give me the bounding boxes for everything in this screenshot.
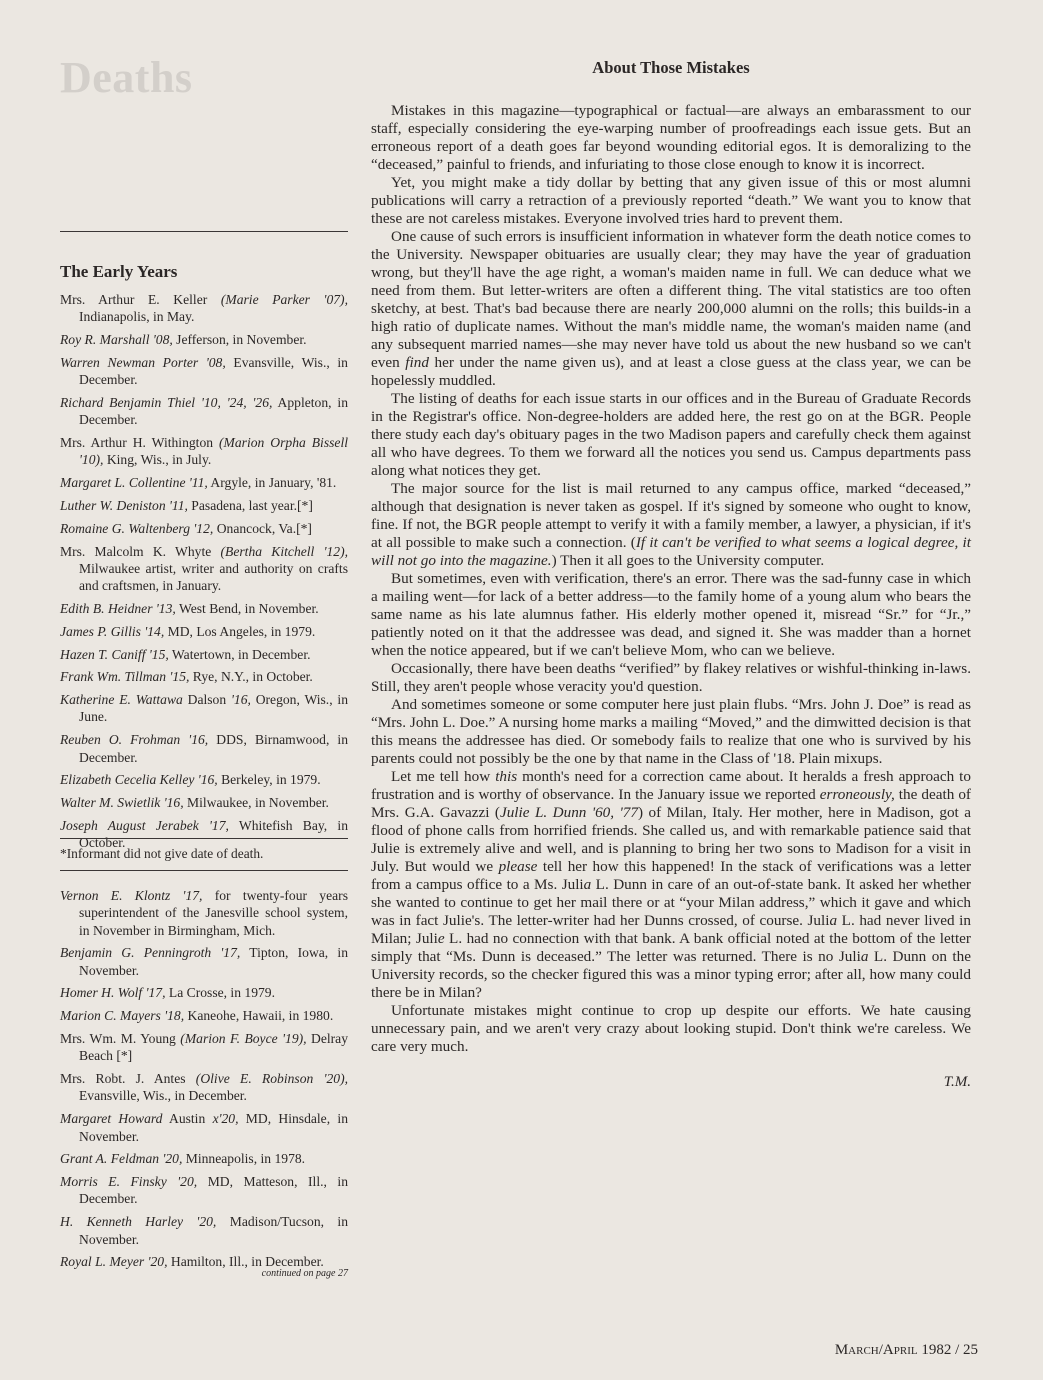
italic-run: Grant A. Feldman '20, <box>60 1151 183 1167</box>
italic-run: Hazen T. Caniff '15, <box>60 646 169 662</box>
italic-run: Frank Wm. Tillman '15, <box>60 669 190 685</box>
text-run: Rye, N.Y., in October. <box>189 669 313 685</box>
footnote: *Informant did not give date of death. <box>60 846 264 861</box>
italic-run: (Olive E. Robinson '20), <box>195 1071 348 1087</box>
text-run: Mrs. Arthur E. Keller <box>60 292 221 307</box>
text-run: But sometimes, even with verification, there's an error. There was the sad-funny case in which a mailing went—for lack of a better address—to the family home of a young alum who bears the same name as his late alumnus father. His elderly mother opened it, misread “Sr.” for “Jr.,” patiently noted on it that the addressee was dead, and signed it. She was madder than a hornet when the notice appeared, but if we can't believe Mom, who can we believe. <box>371 570 971 659</box>
italic-run: x'20, <box>212 1111 239 1127</box>
text-run: L. Dunn in care of an out-of-state bank. It asked her whether she wanted to continue to get her mail there or at “your Milan address,” which it gave and which was in fact Julie's. The letter-writer had her Dunns crossed, of course. Juli <box>371 876 971 929</box>
text-run: Occasionally, there have been deaths “verified” by flakey relatives or wishful-thinking in-laws. Still, they aren't people whose veracity you'd question. <box>371 660 971 695</box>
death-entry <box>60 984 348 1001</box>
text-run: Mrs. Robt. J. Antes <box>60 1071 196 1087</box>
italic-run: Walter M. Swietlik '16, <box>60 795 184 811</box>
text-run: ) Then it all goes to the University computer. <box>551 552 825 569</box>
italic-run: Joseph August Jerabek '17, <box>60 817 229 833</box>
text-run: The major source for the list is mail returned to any campus office, marked “deceased,” although that designation is never taken as gospel. If it's signed by someone who ought to know, fine. If not, the BGR people attempt to verify it with a family member, a lawyer, a physician, if it's at all possible to make such a connection. ( <box>371 480 971 551</box>
text-run: Hamilton, Ill., in December. <box>167 1254 324 1270</box>
text-run: Oregon, Wis., in June. <box>79 692 349 725</box>
text-run: MD, Hinsdale, in November. <box>79 1111 348 1144</box>
italic-run: a <box>860 948 869 965</box>
text-run: MD, Matteson, Ill., in December. <box>79 1174 348 1207</box>
text-run: MD, Los Angeles, in 1979. <box>164 623 316 639</box>
text-run: Argyle, in January, '81. <box>207 475 337 491</box>
continued-note: continued on page 27 <box>261 1268 348 1279</box>
death-entry <box>60 887 348 939</box>
article-body <box>371 102 971 1056</box>
death-entry <box>60 497 348 514</box>
italic-run: Morris E. Finsky '20, <box>60 1174 198 1190</box>
text-run: Onancock, Va.[*] <box>213 520 312 536</box>
italic-run: Warren Newman Porter '08, <box>60 354 226 370</box>
text-run: Kaneohe, Hawaii, in 1980. <box>184 1008 334 1024</box>
italic-run: Katherine E. Wattawa <box>60 692 183 708</box>
article <box>371 58 971 1091</box>
text-run: Mistakes in this magazine—typographical or factual—are always an embarassment to our staff, especially considering the eye-warping number of proofreadings each issue gets. But an erroneous report of a death goes far beyond wounding editorial egos. It is demoralizing to the “deceased,” painful to friends, and infuriating to those close enough to know it is incorrect. <box>371 102 971 173</box>
death-entry <box>60 291 348 326</box>
italic-run: James P. Gillis '14, <box>60 623 165 639</box>
article-paragraph <box>371 102 971 174</box>
italic-run: (Marion Orpha Bissell '10), <box>79 435 349 468</box>
text-run: ) of Milan, Italy. Her mother, here in Madison, got a flood of phone calls from horrified friends. She called us, and with remarkable patience said that Julie is extremely alive and well, and is planning to bring her two sons to Madison for a visit in July. But would we <box>371 804 971 875</box>
text-run: Mrs. Arthur H. Withington <box>60 435 220 451</box>
italic-run: erroneously, <box>819 786 895 803</box>
text-run: Delray Beach [*] <box>79 1031 348 1064</box>
death-entry <box>60 668 348 685</box>
article-paragraph <box>371 696 971 768</box>
italic-run: Julie L. Dunn '60, '77 <box>499 804 638 821</box>
text-run: Mrs. Malcolm K. Whyte <box>60 543 221 559</box>
italic-run: Vernon E. Klontz '17, <box>60 888 203 903</box>
text-run: Whitefish Bay, in October. <box>79 817 348 851</box>
death-entry <box>60 771 348 788</box>
text-run: the death of Mrs. G.A. Gavazzi ( <box>371 786 971 821</box>
text-run: Madison/Tucson, in November. <box>79 1214 348 1247</box>
italic-run: please <box>498 858 538 875</box>
text-run: L. Dunn on the University records, so the checker figured this was a minor typing error; after all, how many could there be in Milan? <box>371 948 971 1001</box>
text-run: Unfortunate mistakes might continue to crop up despite our efforts. We hate causing unnecessary pain, and we aren't very crazy about looking stupid. Don't think we're careless. We care very much. <box>371 1002 971 1055</box>
italic-run: Homer H. Wolf '17, <box>60 985 166 1001</box>
italic-run: Richard Benjamin Thiel '10, '24, '26, <box>60 394 273 410</box>
italic-run: Reuben O. Frohman '16, <box>60 732 209 748</box>
article-paragraph <box>371 660 971 696</box>
death-entry <box>60 520 348 537</box>
death-entry <box>60 944 348 979</box>
text-run: Milwaukee artist, writer and authority on crafts and craftsmen, in January. <box>79 560 348 594</box>
italic-run: Margaret Howard <box>60 1111 163 1127</box>
italic-run: Benjamin G. Penningroth '17, <box>60 945 241 961</box>
text-run: Austin <box>162 1111 213 1127</box>
death-entry <box>60 434 348 469</box>
italic-run: (Marie Parker '07), <box>220 292 348 307</box>
text-run: Watertown, in December. <box>168 646 311 662</box>
death-entry <box>60 1110 348 1145</box>
italic-run: Margaret L. Collentine '11, <box>60 475 208 491</box>
death-entry <box>60 1007 348 1024</box>
article-paragraph <box>371 228 971 390</box>
italic-run: Elizabeth Cecelia Kelley '16, <box>60 772 218 788</box>
italic-run: a <box>829 912 838 929</box>
text-run: Jefferson, in November. <box>172 332 307 348</box>
death-entry <box>60 331 348 348</box>
death-entry <box>60 691 348 726</box>
italic-run: H. Kenneth Harley '20, <box>60 1214 217 1230</box>
text-run: West Bend, in November. <box>175 600 319 616</box>
text-run: for twenty-four years superintendent of the Janesville school system, in November in Birmingham, Mich. <box>79 888 348 938</box>
text-run: Evansville, Wis., in December. <box>79 1088 247 1104</box>
italic-run: Luther W. Deniston '11, <box>60 497 188 513</box>
article-paragraph <box>371 390 971 480</box>
text-run: Let me tell how <box>391 768 496 785</box>
text-run: The listing of deaths for each issue starts in our offices and in the Bureau of Graduate Records in the Registrar's office. Non-degree-holders are added here, the rest go on at the BGR. People there study each day's obituary pages in the two Madison papers and carefully check them against all who have degrees. To them we forward all the notices you send us. Campus departments pass along what notices they get. <box>371 390 971 479</box>
text-run: L. had no connection with that bank. A bank official noted at the bottom of the letter simply that “Ms. Dunn is deceased.” The letter was returned. There is no Juli <box>371 930 971 965</box>
text-run: month's need for a correction came about. It heralds a fresh approach to frustration and is worthy of observance. In the January issue we reported <box>371 768 971 803</box>
article-title: About Those Mistakes <box>592 58 750 77</box>
death-entry <box>60 354 348 389</box>
death-entry <box>60 1030 348 1065</box>
text-run: tell her how this happened! In the stack of verifications was a letter from a campus office to a Ms. Juli <box>371 858 971 893</box>
italic-run: Royal L. Meyer '20, <box>60 1254 168 1270</box>
text-run: DDS, Birnamwood, in December. <box>79 732 348 765</box>
death-entry <box>60 731 348 766</box>
death-entry <box>60 646 348 663</box>
death-entry <box>60 394 348 429</box>
text-run: Evansville, Wis., in December. <box>79 354 348 388</box>
article-paragraph <box>371 174 971 228</box>
death-entry <box>60 1070 348 1105</box>
italic-run: If it can't be verified to what seems a logical degree, it will not go into the magazine. <box>371 534 971 569</box>
article-paragraph <box>371 570 971 660</box>
signature: T.M. <box>943 1074 971 1090</box>
text-run: Tipton, Iowa, in November. <box>79 945 348 978</box>
text-run: Appleton, in December. <box>79 394 348 428</box>
italic-run: (Bertha Kitchell '12), <box>220 543 348 559</box>
article-paragraph <box>371 480 971 570</box>
death-entry <box>60 1150 348 1167</box>
divider <box>60 870 348 871</box>
text-run: Milwaukee, in November. <box>183 795 329 811</box>
text-run: La Crosse, in 1979. <box>165 985 275 1001</box>
text-run: Berkeley, in 1979. <box>217 772 321 788</box>
text-run: Indianapolis, in May. <box>79 309 195 325</box>
text-run: Yet, you might make a tidy dollar by betting that any given issue of this or most alumni publications will carry a retraction of a previously reported “death.” We want you to know that these are not careless mistakes. Everyone involved tries hard to prevent them. <box>371 174 971 227</box>
divider <box>60 231 348 232</box>
article-paragraph <box>371 1002 971 1056</box>
italic-run: this <box>495 768 518 785</box>
death-entry <box>60 474 348 491</box>
text-run: One cause of such errors is insufficient information in whatever form the death notice comes to the University. Newspaper obituaries are usually clear; they may have the year of graduation wrong, but they'll have the age right, a woman's maiden name in full. We can deduce what we need from them. But letter-writers are often a different thing. The vital statistics are too often sketchy, at best. That's bad because there are nearly 200,000 alumni on the rolls; this builds-in a high ratio of duplicate names. Without the man's middle name, the woman's maiden name (and any subsequent married names—she may never have told us about the new husband so we can't even <box>371 228 971 371</box>
text-run: King, Wis., in July. <box>103 452 212 468</box>
death-entry <box>60 543 348 595</box>
early-years-list <box>60 291 348 857</box>
italic-run: Edith B. Heidner '13, <box>60 600 176 616</box>
text-run: Mrs. Wm. M. Young <box>60 1031 181 1047</box>
masthead-title: Deaths <box>60 53 193 102</box>
page-folio: March/April 1982 / 25 <box>834 1342 978 1358</box>
text-run: And sometimes someone or some computer here just plain flubs. “Mrs. John J. Doe” is read as “Mrs. John L. Doe.” A nursing home marks a mailing “Moved,” and the dimwitted decision is that this means the addressee has died. Or somebody fails to realize that one who is survived by his parents could not possibly be the one by that name in the Class of '18. Plain mixups. <box>371 696 971 767</box>
text-run: Minneapolis, in 1978. <box>182 1151 306 1167</box>
italic-run: '16, <box>230 692 251 708</box>
italic-run: Roy R. Marshall '08, <box>60 332 173 348</box>
divider <box>60 838 348 839</box>
italic-run: Marion C. Mayers '18, <box>60 1008 185 1024</box>
death-entry <box>60 1173 348 1208</box>
later-entries-list <box>60 887 348 1276</box>
italic-run: e <box>437 930 445 947</box>
italic-run: a <box>583 876 592 893</box>
death-entry <box>60 600 348 617</box>
text-run: Dalson <box>182 692 231 708</box>
article-paragraph <box>371 768 971 1002</box>
death-entry <box>60 623 348 640</box>
italic-run: Romaine G. Waltenberg '12, <box>60 520 214 536</box>
italic-run: find <box>405 354 429 371</box>
text-run: L. had never lived in Milan; Juli <box>371 912 971 947</box>
italic-run: (Marion F. Boyce '19), <box>180 1031 307 1047</box>
section-title: The Early Years <box>60 262 178 281</box>
death-entry <box>60 794 348 811</box>
text-run: Pasadena, last year.[*] <box>187 497 313 513</box>
death-entry <box>60 1213 348 1248</box>
text-run: her under the name given us), and at least a close guess at the class year, we can be hopelessly muddled. <box>371 354 971 389</box>
